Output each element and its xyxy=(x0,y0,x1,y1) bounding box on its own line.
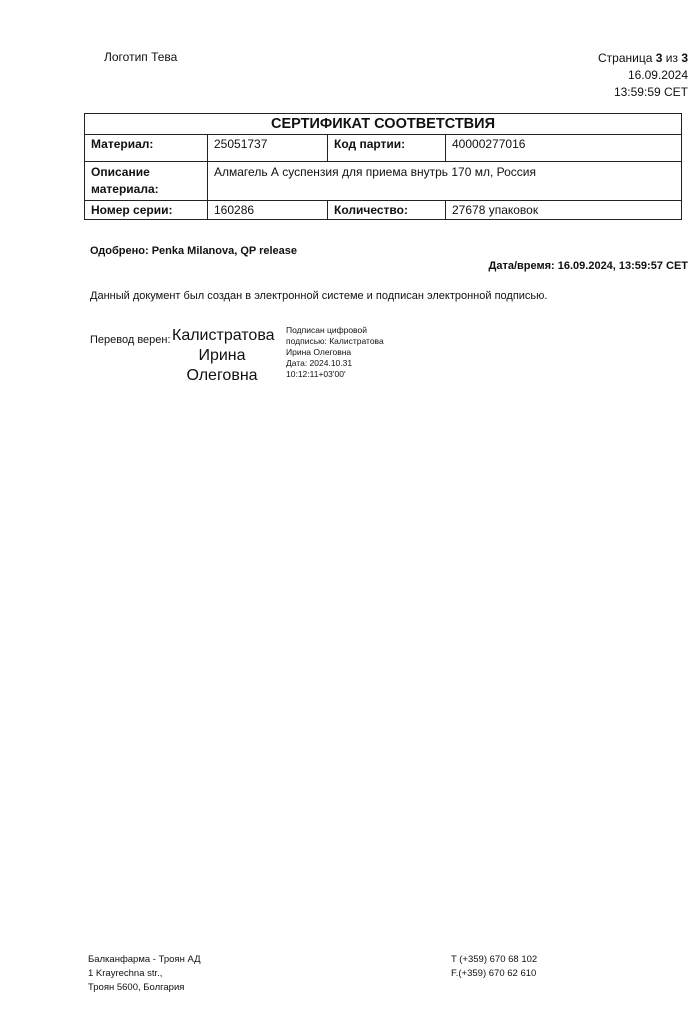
sig-info-line2: подписью: Калистратова xyxy=(286,336,384,346)
footer-contacts xyxy=(451,953,537,981)
page-current: 3 xyxy=(655,51,663,65)
description-value: Алмагель А суспензия для приема внутрь 170 мл, Россия xyxy=(208,162,682,201)
footer-phone: T (+359) 670 68 102 xyxy=(451,954,538,965)
header-date: 16.09.2024 xyxy=(627,68,688,82)
sig-info-line5: 10:12:11+03'00' xyxy=(286,369,346,379)
footer-street: 1 Krayrechna str., xyxy=(88,968,163,979)
logo-placeholder: Логотип Тева xyxy=(104,50,178,64)
batch-label: Код партии: xyxy=(328,135,446,162)
signer-name xyxy=(172,326,275,386)
header-time: 13:59:59 CET xyxy=(613,85,688,99)
serial-value: 160286 xyxy=(208,201,328,220)
digital-signature-info xyxy=(286,325,384,380)
signer-line3: Олеговна xyxy=(186,367,258,384)
description-label xyxy=(85,162,208,201)
material-label: Материал: xyxy=(85,135,208,162)
translation-label: Перевод верен: xyxy=(90,334,171,346)
electronic-signature-note: Данный документ был создан в электронной системе и подписан электронной подписью. xyxy=(90,290,548,302)
footer-address xyxy=(88,953,201,995)
quantity-label: Количество: xyxy=(328,201,446,220)
page-number xyxy=(598,50,688,67)
approved-by: Одобрено: Penka Milanova, QP release xyxy=(90,245,298,257)
sig-info-line4: Дата: 2024.10.31 xyxy=(286,358,353,368)
footer-company: Балканфарма - Троян АД xyxy=(88,954,201,965)
page-header-info xyxy=(598,50,688,101)
approval-datetime: Дата/время: 16.09.2024, 13:59:57 CET xyxy=(488,260,688,272)
material-value: 25051737 xyxy=(208,135,328,162)
certificate-title: СЕРТИФИКАТ СООТВЕТСТВИЯ xyxy=(85,114,682,135)
signer-line2: Ирина xyxy=(198,347,246,364)
sig-info-line1: Подписан цифровой xyxy=(286,325,367,335)
serial-label: Номер серии: xyxy=(85,201,208,220)
sig-info-line3: Ирина Олеговна xyxy=(286,347,352,357)
quantity-value: 27678 упаковок xyxy=(446,201,682,220)
footer-city: Троян 5600, Болгария xyxy=(88,982,185,993)
page-total: 3 xyxy=(681,51,688,65)
certificate-table xyxy=(84,113,682,220)
batch-value: 40000277016 xyxy=(446,135,682,162)
signer-line1: Калистратова xyxy=(172,327,275,344)
page-prefix: Страница xyxy=(598,51,656,65)
page-sep: из xyxy=(662,51,682,65)
description-label-line1: Описание xyxy=(91,165,150,179)
description-label-line2: материала: xyxy=(91,182,159,196)
footer-fax: F.(+359) 670 62 610 xyxy=(451,968,537,979)
